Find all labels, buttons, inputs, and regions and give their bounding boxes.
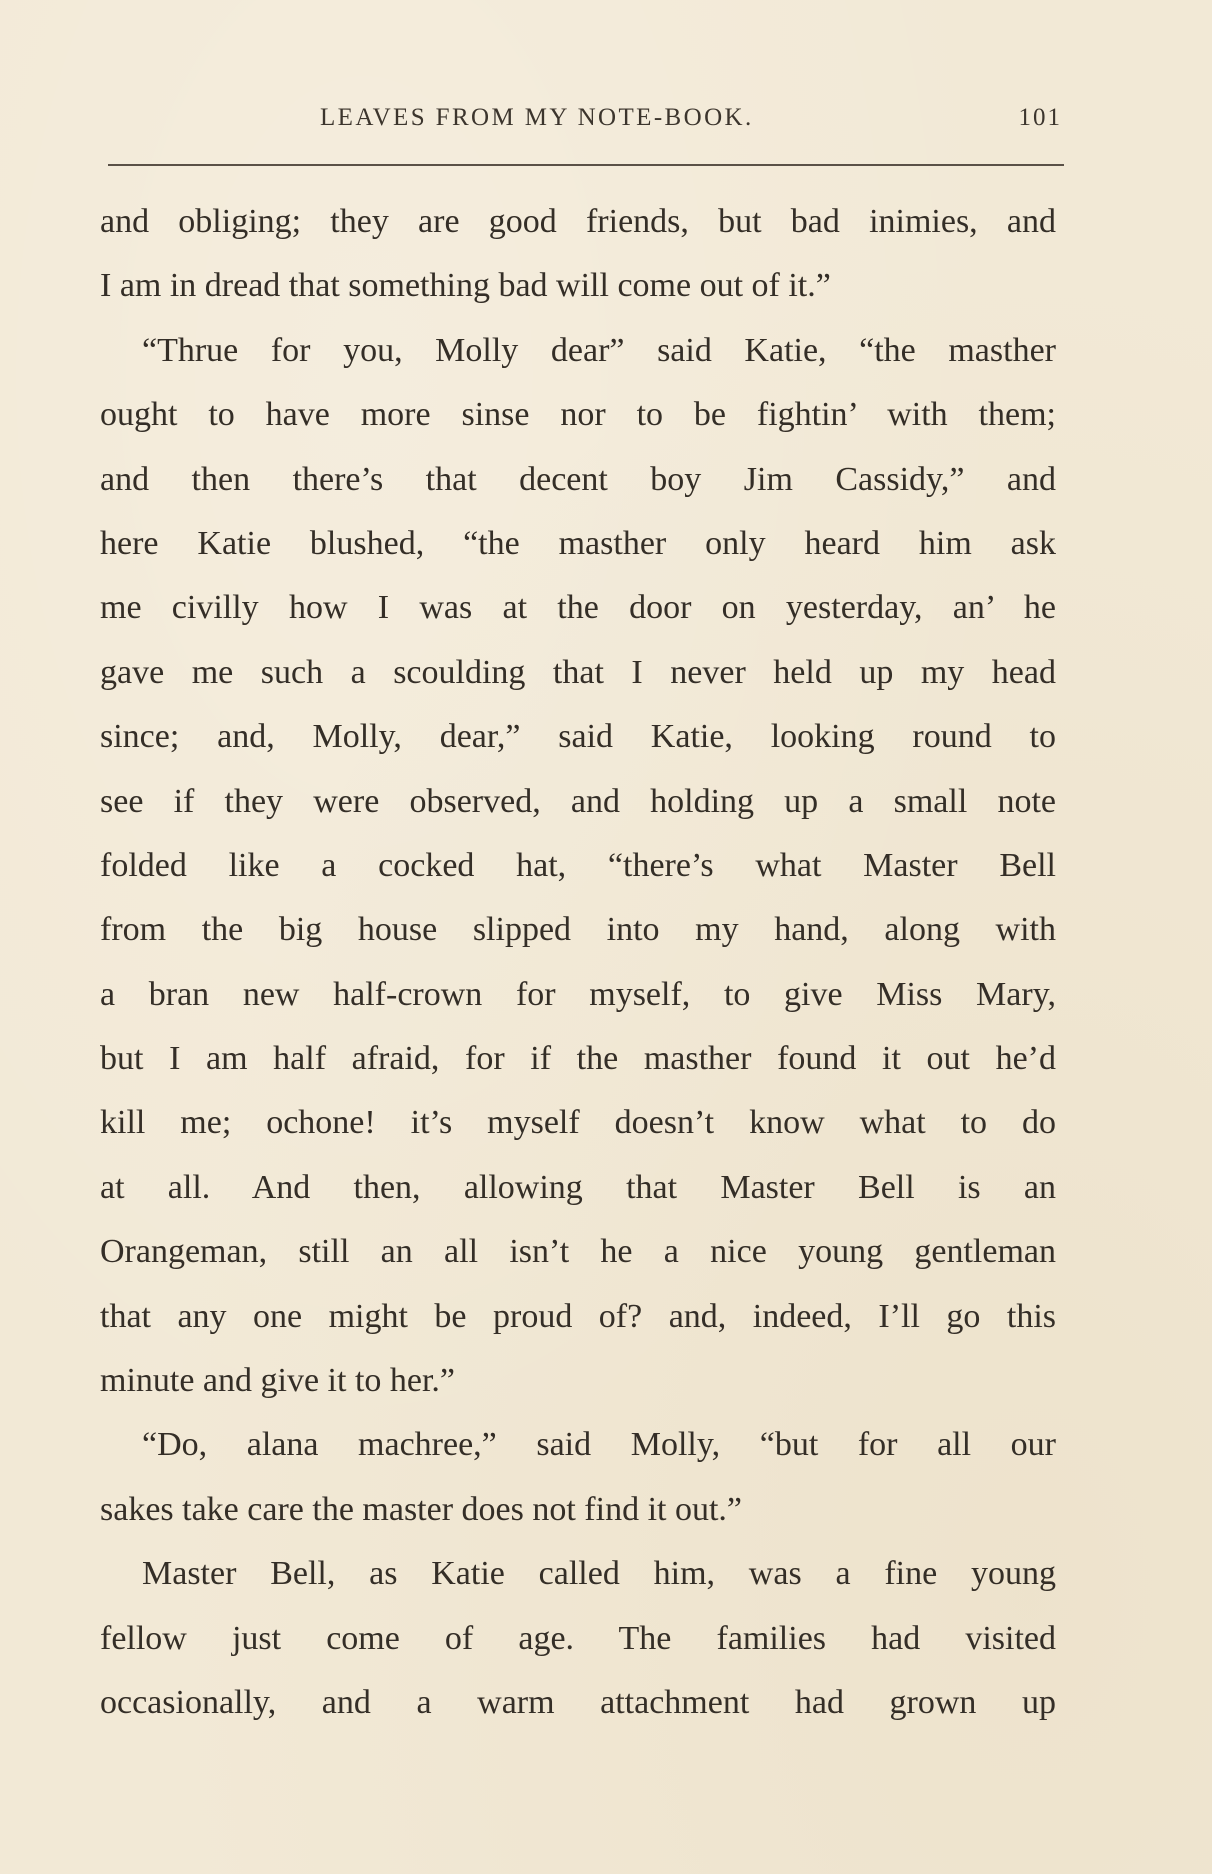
- text-line: minute and give it to her.”: [100, 1362, 456, 1400]
- text-line: from the big house slipped into my hand, along with: [100, 911, 1056, 949]
- text-line: Orangeman, still an all isn’t he a nice young gentleman: [100, 1233, 1056, 1271]
- text-line: gave me such a scoulding that I never held up my head: [100, 653, 1056, 691]
- page-header: [100, 104, 1062, 144]
- running-title: LEAVES FROM MY NOTE-BOOK.: [320, 104, 754, 131]
- text-line: ought to have more sinse nor to be fightin’ with them;: [100, 396, 1056, 434]
- text-line: “Thrue for you, Molly dear” said Katie, “the masther: [142, 331, 1056, 369]
- page-number: 101: [1018, 104, 1062, 131]
- text-line: but I am half afraid, for if the masther found it out he’d: [100, 1040, 1056, 1078]
- header-rule: [108, 164, 1064, 166]
- text-line: I am in dread that something bad will come out of it.”: [100, 267, 831, 305]
- text-line: see if they were observed, and holding up a small note: [100, 782, 1056, 820]
- body-text: [100, 190, 1056, 1735]
- text-line: folded like a cocked hat, “there’s what Master Bell: [100, 846, 1056, 884]
- text-line: kill me; ochone! it’s myself doesn’t know what to do: [100, 1104, 1056, 1142]
- text-line: fellow just come of age. The families had visited: [100, 1619, 1056, 1657]
- text-line: and obliging; they are good friends, but bad inimies, and: [100, 203, 1056, 240]
- text-line: and then there’s that decent boy Jim Cassidy,” and: [100, 460, 1056, 498]
- text-line: occasionally, and a warm attachment had grown up: [100, 1683, 1056, 1721]
- text-line: “Do, alana machree,” said Molly, “but for all our: [142, 1426, 1056, 1464]
- text-line: here Katie blushed, “the masther only heard him ask: [100, 524, 1056, 562]
- text-line: Master Bell, as Katie called him, was a fine young: [142, 1555, 1056, 1593]
- text-line: since; and, Molly, dear,” said Katie, looking round to: [100, 718, 1056, 756]
- text-line: that any one might be proud of? and, indeed, I’ll go this: [100, 1297, 1056, 1335]
- text-line: sakes take care the master does not find it out.”: [100, 1490, 742, 1528]
- text-line: a bran new half-crown for myself, to give Miss Mary,: [100, 975, 1056, 1013]
- text-line: at all. And then, allowing that Master Bell is an: [100, 1168, 1056, 1206]
- text-line: me civilly how I was at the door on yesterday, an’ he: [100, 589, 1056, 627]
